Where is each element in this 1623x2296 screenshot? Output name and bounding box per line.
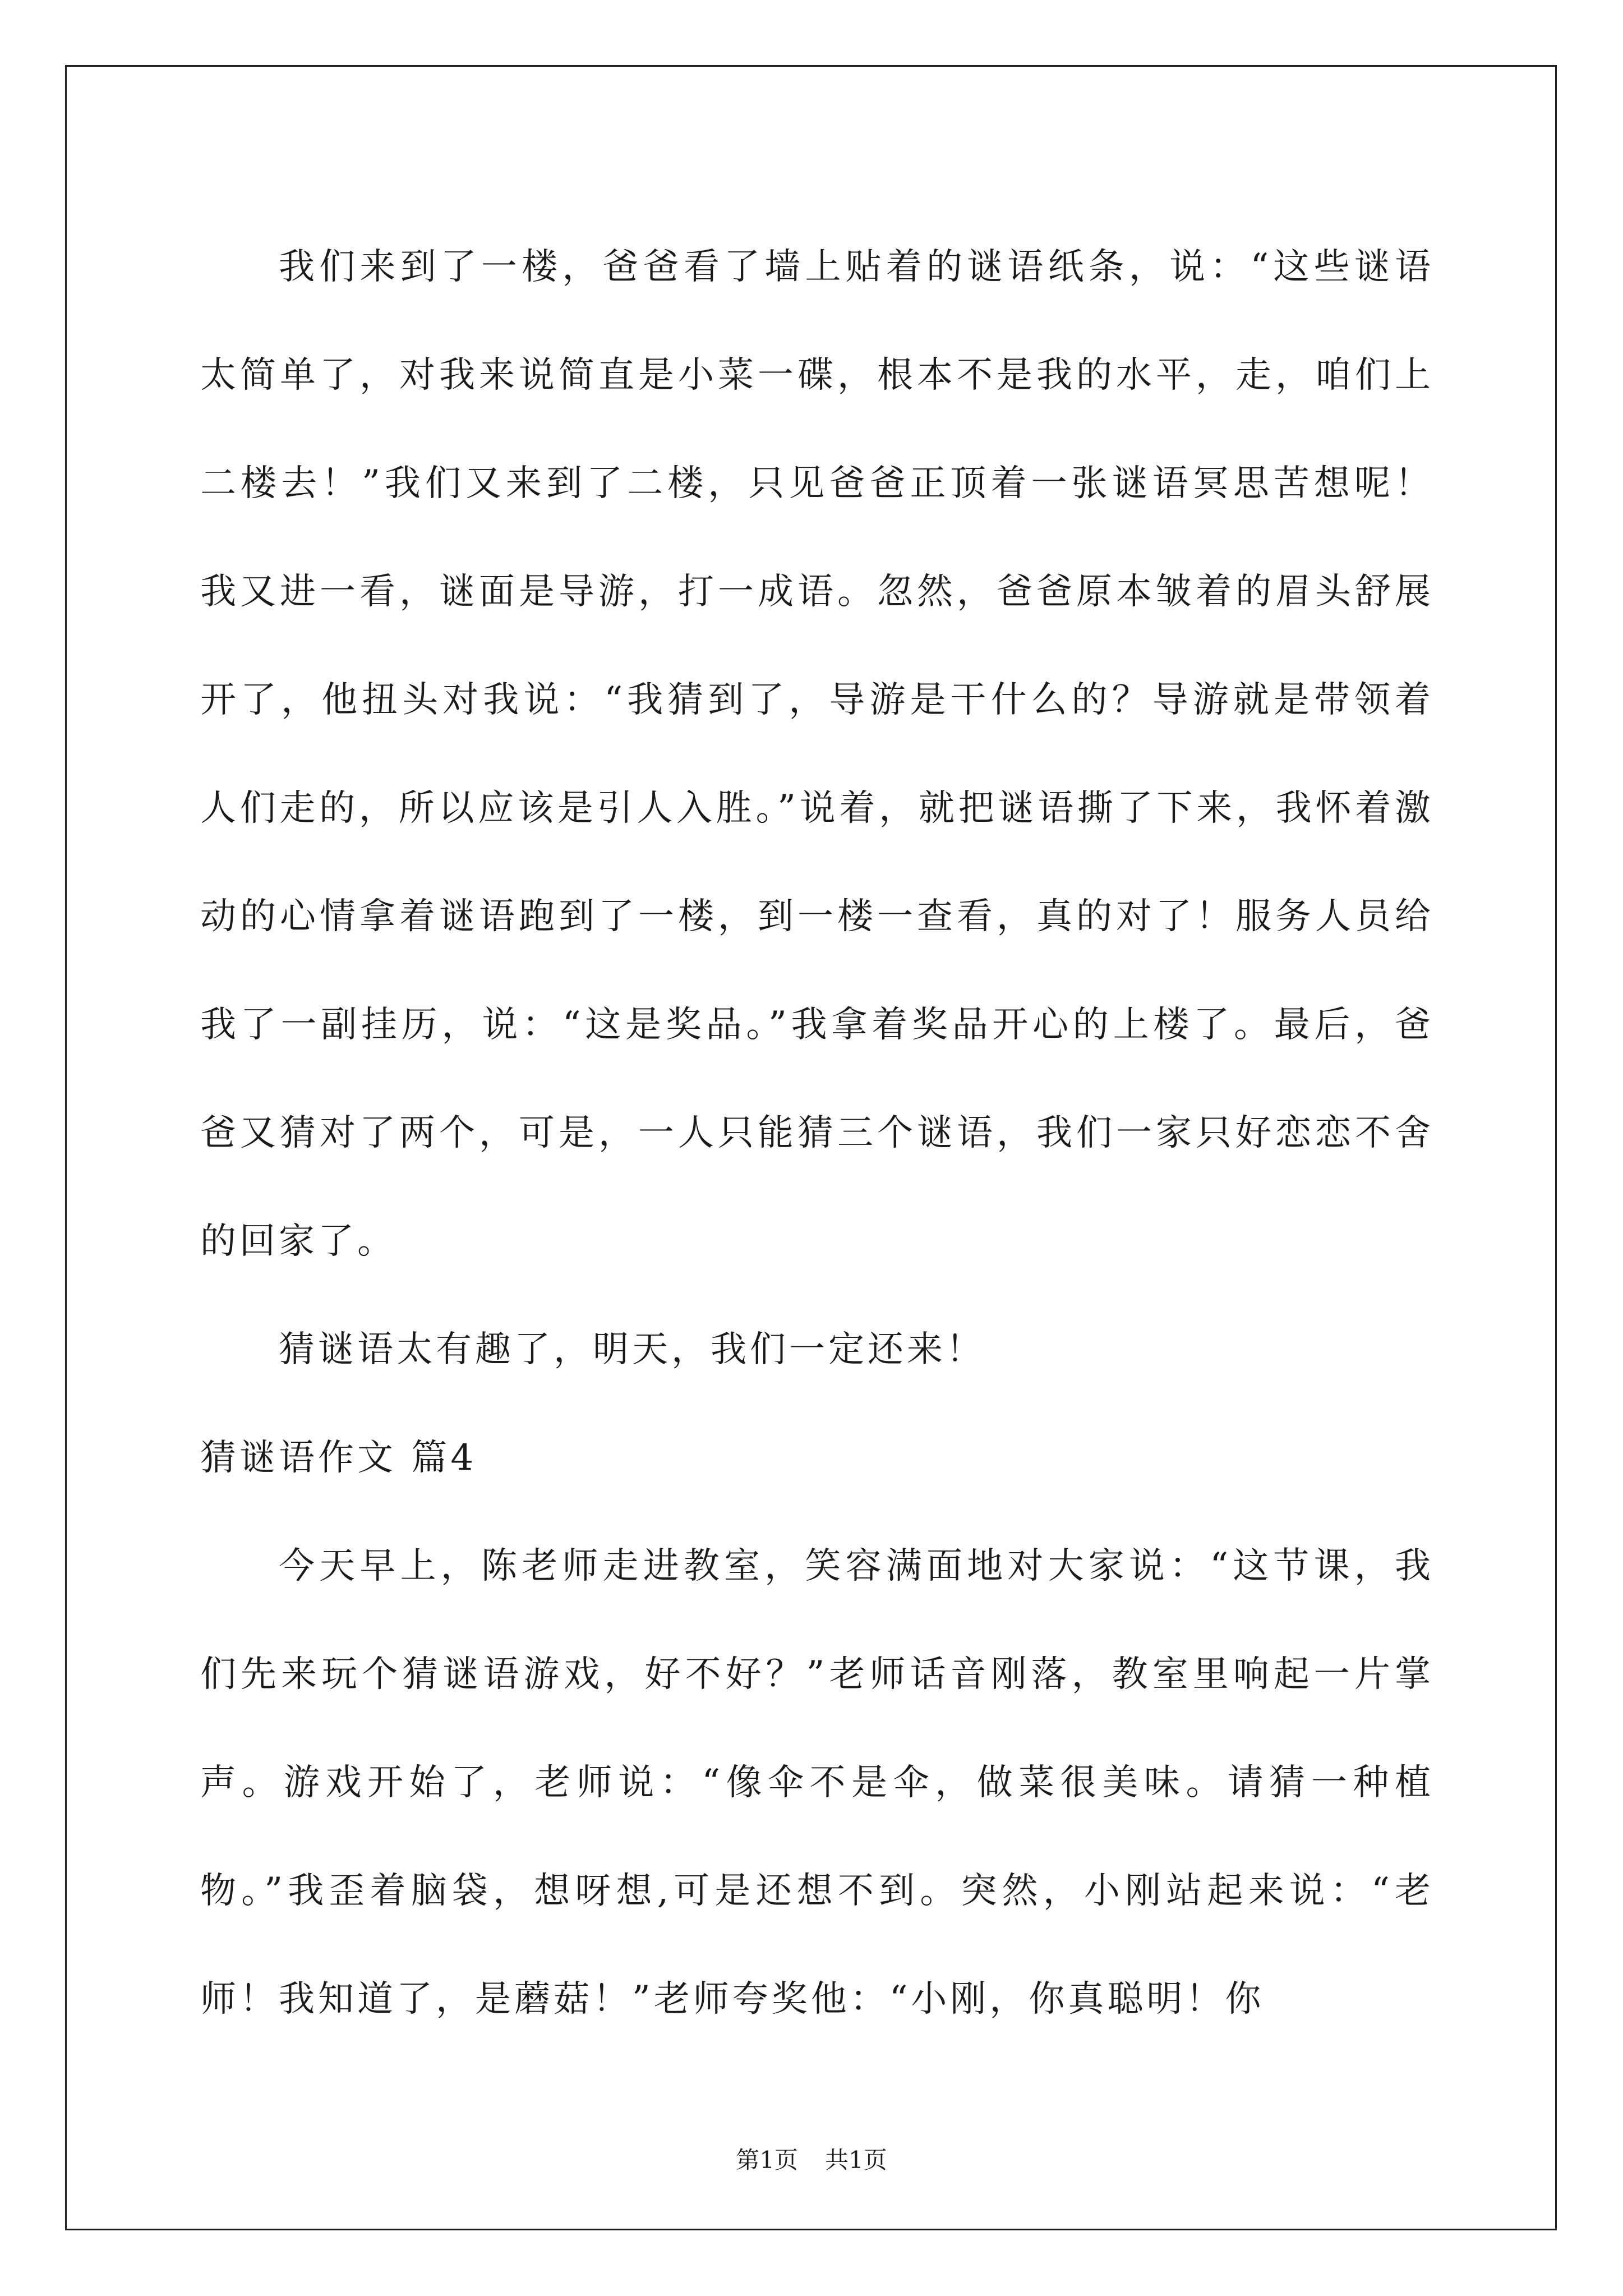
page-footer (0, 2142, 1623, 2175)
document-body (200, 213, 1434, 2054)
paragraph-3: 今天早上，陈老师走进教室，笑容满面地对大家说：“这节课，我们先来玩个猜谜语游戏，好不好？”老师话音刚落，教室里响起一片掌声。游戏开始了，老师说：“像伞不是伞，做菜很美味。请猜一种植物。”我歪着脑袋，想呀想,可是还想不到。突然，小刚站起来说：“老师！我知道了，是蘑菇！”老师夸奖他：“小刚，你真聪明！你 (200, 1545, 1434, 2020)
page-number: 第1页 (736, 2146, 798, 2174)
page-total: 共1页 (825, 2146, 887, 2174)
paragraph-2: 猜谜语太有趣了，明天，我们一定还来！ (279, 1329, 985, 1370)
paragraph-1: 我们来到了一楼，爸爸看了墙上贴着的谜语纸条，说：“这些谜语太简单了，对我来说简直是小菜一碟，根本不是我的水平，走，咱们上二楼去！”我们又来到了二楼，只见爸爸正顶着一张谜语冥思苦想呢！我又进一看，谜面是导游，打一成语。忽然，爸爸原本皱着的眉头舒展开了，他扭头对我说：“我猜到了，导游是干什么的？导游就是带领着人们走的，所以应该是引人入胜。”说着，就把谜语撕了下来，我怀着激动的心情拿着谜语跑到了一楼，到一楼一查看，真的对了！服务人员给我了一副挂历，说：“这是奖品。”我拿着奖品开心的上楼了。最后，爸爸又猜对了两个，可是，一人只能猜三个谜语，我们一家只好恋恋不舍的回家了。 (200, 246, 1434, 1262)
section-heading: 猜谜语作文 篇4 (200, 1437, 477, 1479)
